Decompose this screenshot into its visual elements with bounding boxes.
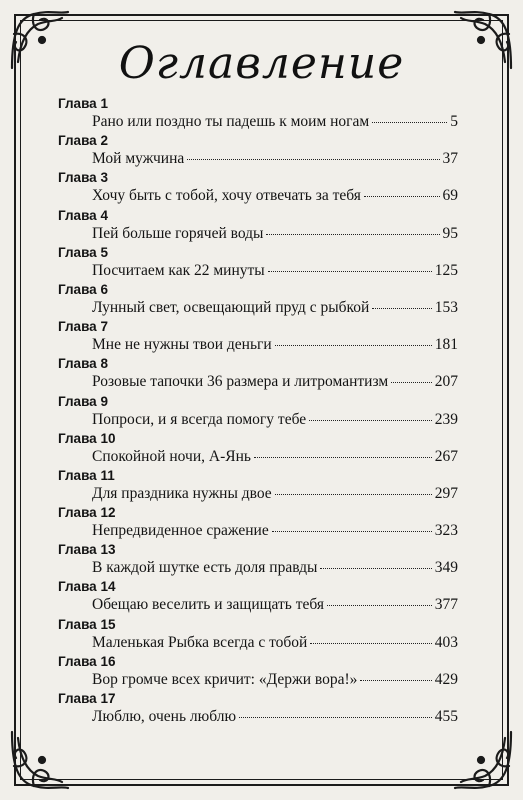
toc-line xyxy=(92,262,458,280)
chapter-title: Маленькая Рыбка всегда с тобой xyxy=(92,633,308,651)
toc-entry[interactable] xyxy=(58,579,458,616)
table-of-contents xyxy=(58,96,458,728)
chapter-number: Глава 4 xyxy=(58,207,108,223)
corner-ornament-icon xyxy=(447,724,519,796)
toc-line xyxy=(92,113,458,131)
chapter-title: В каждой шутке есть доля правды xyxy=(92,559,318,577)
chapter-number: Глава 8 xyxy=(58,356,108,372)
dot-leader xyxy=(372,308,431,309)
chapter-title: Посчитаем как 22 минуты xyxy=(92,261,265,279)
chapter-number: Глава 6 xyxy=(58,281,108,297)
toc-entry[interactable] xyxy=(58,468,458,505)
toc-line xyxy=(92,373,458,391)
toc-entry[interactable] xyxy=(58,654,458,691)
chapter-number: Глава 3 xyxy=(58,170,108,186)
chapter-title: Попроси, и я всегда помогу тебе xyxy=(92,410,307,428)
chapter-number: Глава 17 xyxy=(58,691,116,706)
dot-leader xyxy=(364,196,440,197)
chapter-number: Глава 5 xyxy=(58,244,108,260)
chapter-title: Пей больше горячей воды xyxy=(92,224,264,242)
toc-entry[interactable] xyxy=(58,691,458,728)
chapter-title: Хочу быть с тобой, хочу отвечать за тебя xyxy=(92,187,361,205)
dot-leader xyxy=(275,494,432,495)
dot-leader xyxy=(254,457,432,458)
corner-ornament-icon xyxy=(4,724,76,796)
page-number: 153 xyxy=(434,298,458,316)
page-number: 267 xyxy=(434,447,458,465)
toc-line xyxy=(92,150,458,168)
chapter-title: Лунный свет, освещающий пруд с рыбкой xyxy=(92,298,370,316)
page-number: 323 xyxy=(434,522,458,540)
toc-line xyxy=(92,485,458,503)
toc-line xyxy=(92,596,458,614)
toc-entry[interactable] xyxy=(58,356,458,393)
page-number: 349 xyxy=(434,559,458,577)
chapter-title: Для праздника нужны двое xyxy=(92,484,272,502)
page-number: 5 xyxy=(450,113,458,130)
chapter-number: Глава 16 xyxy=(58,653,116,669)
chapter-title: Непредвиденное сражение xyxy=(92,522,269,540)
dot-leader xyxy=(266,234,439,235)
toc-line xyxy=(92,187,458,205)
toc-line xyxy=(92,708,458,726)
chapter-title: Вор громче всех кричит: «Держи вора!» xyxy=(92,670,358,688)
chapter-number: Глава 13 xyxy=(58,542,116,558)
page-number: 207 xyxy=(434,373,458,391)
page-number: 429 xyxy=(434,670,458,688)
chapter-title: Обещаю веселить и защищать тебя xyxy=(92,596,325,614)
toc-line xyxy=(92,671,458,689)
dot-leader xyxy=(309,420,432,421)
toc-entry[interactable] xyxy=(58,505,458,542)
chapter-title: Мой мужчина xyxy=(92,150,185,168)
toc-entry[interactable] xyxy=(58,96,458,133)
chapter-number: Глава 15 xyxy=(58,616,116,632)
toc-line xyxy=(92,448,458,466)
dot-leader xyxy=(320,568,431,569)
toc-entry[interactable] xyxy=(58,245,458,282)
dot-leader xyxy=(391,382,432,383)
page-number: 37 xyxy=(442,150,458,168)
toc-line xyxy=(92,225,458,243)
chapter-number: Глава 9 xyxy=(58,393,108,409)
toc-entry[interactable] xyxy=(58,208,458,245)
dot-leader xyxy=(310,643,431,644)
dot-leader xyxy=(327,605,432,606)
chapter-title: Спокойной ночи, А-Янь xyxy=(92,447,251,465)
toc-line xyxy=(92,336,458,354)
page-number: 181 xyxy=(434,336,458,354)
toc-line xyxy=(92,634,458,652)
dot-leader xyxy=(187,159,439,160)
dot-leader xyxy=(239,717,432,718)
chapter-number: Глава 10 xyxy=(58,430,116,446)
chapter-number: Глава 14 xyxy=(58,579,116,595)
toc-line xyxy=(92,522,458,540)
chapter-title: Рано или поздно ты падешь к моим ногам xyxy=(92,113,370,130)
toc-entry[interactable] xyxy=(58,431,458,468)
chapter-number: Глава 2 xyxy=(58,133,108,149)
dot-leader xyxy=(360,680,431,681)
chapter-number: Глава 11 xyxy=(58,467,115,483)
toc-line xyxy=(92,411,458,429)
page-number: 377 xyxy=(434,596,458,614)
chapter-title: Люблю, очень люблю xyxy=(92,708,237,725)
page-title: Оглавление xyxy=(118,38,405,89)
page-number: 125 xyxy=(434,261,458,279)
page-number: 297 xyxy=(434,484,458,502)
toc-entry[interactable] xyxy=(58,319,458,356)
toc-entry[interactable] xyxy=(58,542,458,579)
toc-line xyxy=(92,299,458,317)
page-number: 239 xyxy=(434,410,458,428)
dot-leader xyxy=(268,271,432,272)
toc-entry[interactable] xyxy=(58,170,458,207)
toc-line xyxy=(92,559,458,577)
page-number: 95 xyxy=(442,224,458,242)
toc-entry[interactable] xyxy=(58,282,458,319)
toc-entry[interactable] xyxy=(58,617,458,654)
page-number: 69 xyxy=(442,187,458,205)
dot-leader xyxy=(272,531,432,532)
dot-leader xyxy=(372,122,447,123)
chapter-number: Глава 12 xyxy=(58,505,116,521)
toc-entry[interactable] xyxy=(58,394,458,431)
chapter-number: Глава 1 xyxy=(58,96,108,111)
chapter-number: Глава 7 xyxy=(58,319,108,335)
chapter-title: Розовые тапочки 36 размера и литромантизм xyxy=(92,373,389,391)
page-number: 455 xyxy=(434,708,458,725)
toc-entry[interactable] xyxy=(58,133,458,170)
dot-leader xyxy=(275,345,432,346)
chapter-title: Мне не нужны твои деньги xyxy=(92,336,272,354)
page-number: 403 xyxy=(434,633,458,651)
